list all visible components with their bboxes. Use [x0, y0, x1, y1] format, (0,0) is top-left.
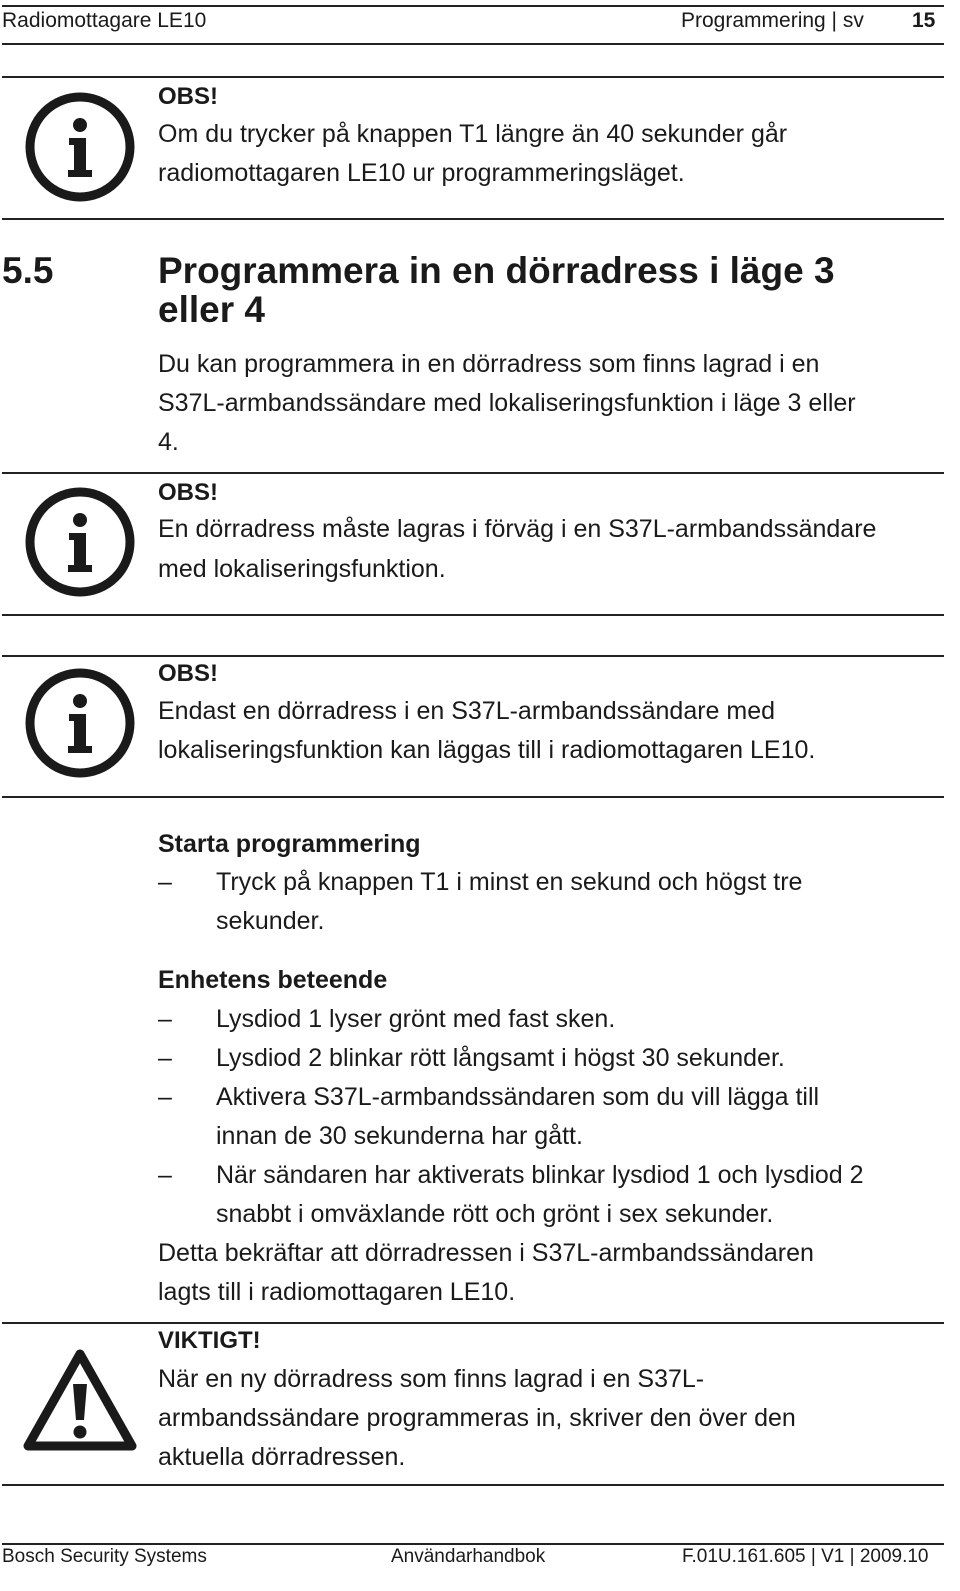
- notice-bottom-rule: [2, 796, 944, 798]
- section-number: 5.5: [2, 250, 54, 291]
- list-item-line: När sändaren har aktiverats blinkar lysdiod 1 och lysdiod 2: [216, 1161, 864, 1189]
- section-title-line: Programmera in en dörradress i läge 3: [158, 250, 835, 291]
- list-item-line: snabbt i omväxlande rött och grönt i sex sekunder.: [216, 1200, 774, 1228]
- intro-text-line: 4.: [158, 428, 179, 456]
- list-item-line: Aktivera S37L-armbandssändaren som du vill lägga till: [216, 1083, 820, 1111]
- page-number: 15: [912, 9, 936, 32]
- list-item-line: Tryck på knappen T1 i minst en sekund och högst tre: [216, 868, 803, 896]
- subheading-start-programming: Starta programmering: [158, 830, 421, 858]
- list-dash: –: [158, 1044, 172, 1072]
- footer-document-type: Användarhandbok: [391, 1546, 546, 1567]
- notice-text-line: med lokaliseringsfunktion.: [158, 555, 446, 583]
- footer-rule: [2, 1543, 944, 1545]
- list-item-line: sekunder.: [216, 907, 325, 935]
- footer-company: Bosch Security Systems: [2, 1546, 207, 1567]
- intro-text-line: S37L-armbandssändare med lokaliseringsfunktion i läge 3 eller: [158, 389, 856, 417]
- header-section-label: Programmering | sv: [681, 9, 864, 32]
- warning-text-line: armbandssändare programmeras in, skriver den över den: [158, 1404, 796, 1432]
- conclusion-text-line: Detta bekräftar att dörradressen i S37L-armbandssändaren: [158, 1239, 814, 1267]
- notice-text-line: radiomottagaren LE10 ur programmeringsläget.: [158, 159, 685, 187]
- footer-document-id: F.01U.161.605 | V1 | 2009.10: [682, 1546, 929, 1567]
- list-item-line: Lysdiod 2 blinkar rött långsamt i högst 30 sekunder.: [216, 1044, 785, 1072]
- info-icon: [25, 668, 135, 778]
- info-icon: [25, 487, 135, 597]
- list-dash: –: [158, 868, 172, 896]
- warning-top-rule: [2, 1322, 944, 1324]
- notice-bottom-rule: [2, 218, 944, 220]
- list-dash: –: [158, 1161, 172, 1189]
- notice-top-rule: [2, 76, 944, 78]
- conclusion-text-line: lagts till i radiomottagaren LE10.: [158, 1278, 516, 1306]
- subheading-device-behavior: Enhetens beteende: [158, 966, 388, 994]
- header-top-rule: [2, 5, 944, 7]
- notice-text-line: Endast en dörradress i en S37L-armbandssändare med: [158, 697, 776, 725]
- notice-text-line: Om du trycker på knappen T1 längre än 40 sekunder går: [158, 120, 788, 148]
- notice-label: OBS!: [158, 660, 218, 687]
- list-dash: –: [158, 1005, 172, 1033]
- warning-icon: [20, 1346, 140, 1454]
- notice-label: OBS!: [158, 479, 218, 506]
- list-dash: –: [158, 1083, 172, 1111]
- warning-label: VIKTIGT!: [158, 1327, 261, 1354]
- warning-bottom-rule: [2, 1484, 944, 1486]
- notice-top-rule: [2, 655, 944, 657]
- notice-label: OBS!: [158, 83, 218, 110]
- notice-top-rule: [2, 472, 944, 474]
- header-document-title: Radiomottagare LE10: [2, 9, 207, 32]
- list-item-line: innan de 30 sekunderna har gått.: [216, 1122, 583, 1150]
- notice-text-line: En dörradress måste lagras i förväg i en S37L-armbandssändare: [158, 515, 877, 543]
- notice-text-line: lokaliseringsfunktion kan läggas till i radiomottagaren LE10.: [158, 736, 816, 764]
- intro-text-line: Du kan programmera in en dörradress som finns lagrad i en: [158, 350, 820, 378]
- info-icon: [25, 92, 135, 202]
- notice-bottom-rule: [2, 614, 944, 616]
- warning-text-line: aktuella dörradressen.: [158, 1443, 406, 1471]
- header-bottom-rule: [2, 43, 944, 45]
- list-item-line: Lysdiod 1 lyser grönt med fast sken.: [216, 1005, 616, 1033]
- warning-text-line: När en ny dörradress som finns lagrad i en S37L-: [158, 1365, 705, 1393]
- section-title-line: eller 4: [158, 289, 265, 330]
